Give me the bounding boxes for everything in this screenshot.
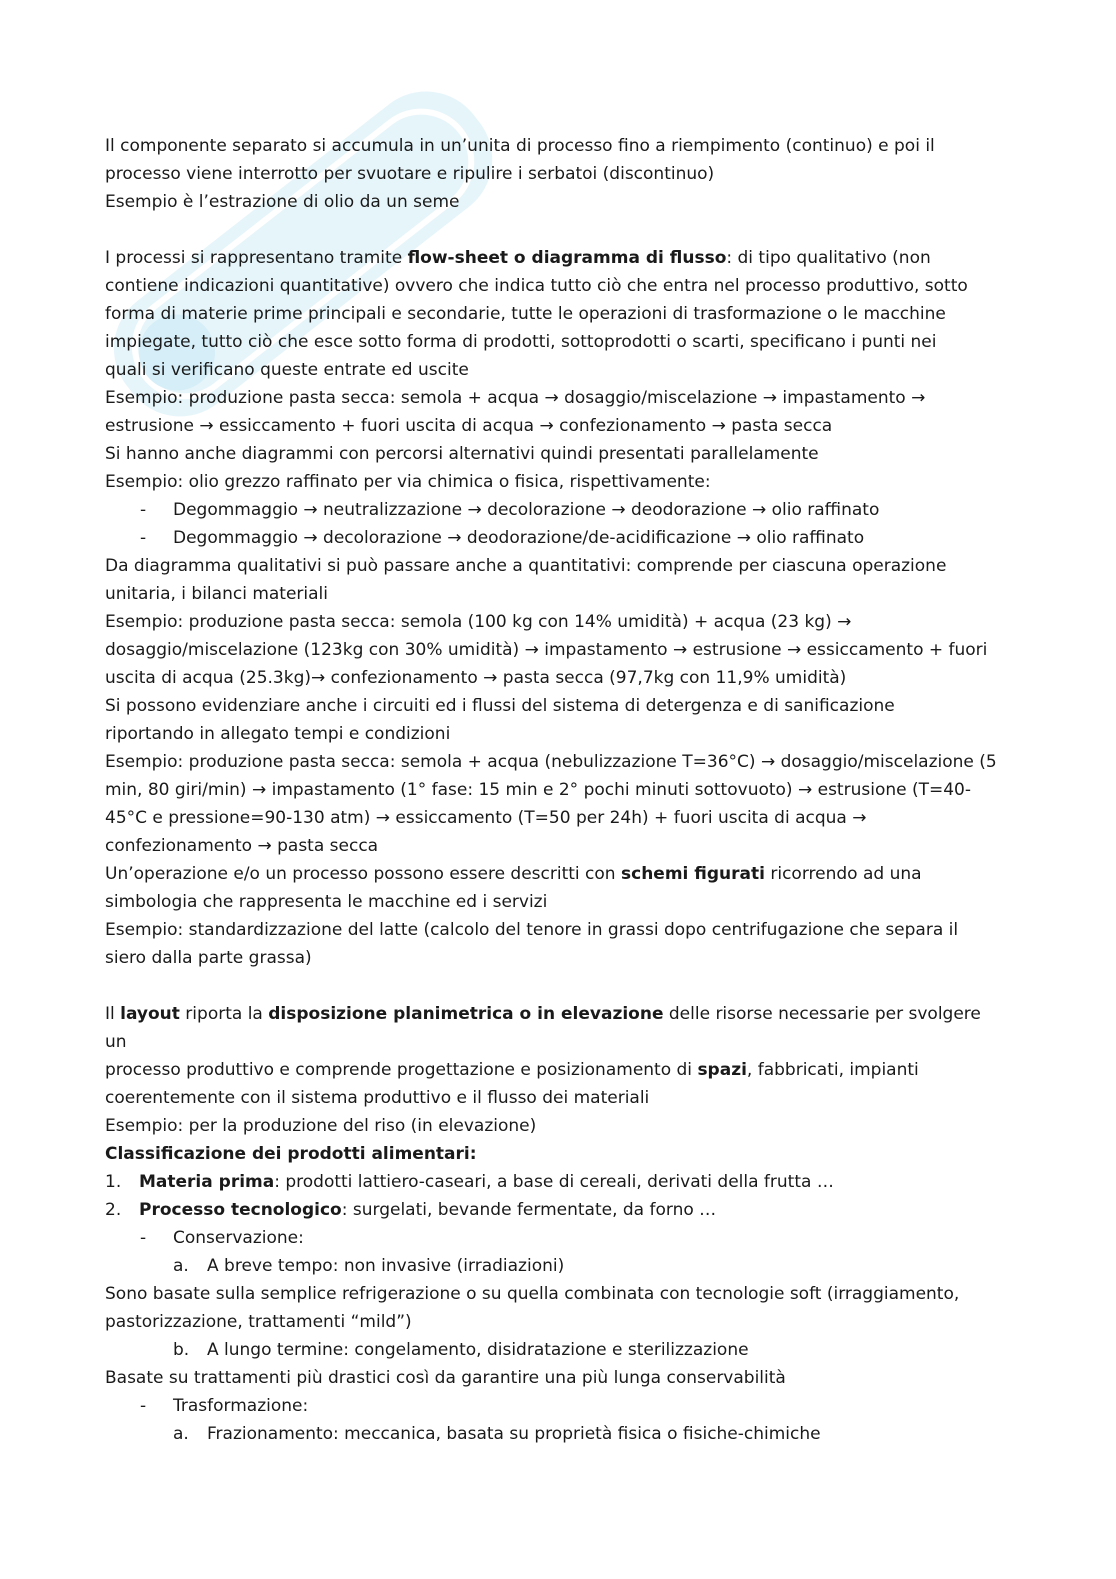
text-line: Il componente separato si accumula in un’unita di processo fino a riempimento (continuo) e poi il [105,136,935,156]
bold-term: flow-sheet o diagramma di flusso [407,248,727,268]
bullet-dash: - [140,528,147,548]
text-line: 45°C e pressione=90-130 atm) → essiccamento (T=50 per 24h) + fuori uscita di acqua → [105,808,867,828]
text-line: processo viene interrotto per svuotare e ripulire i serbatoi (discontinuo) [105,164,715,184]
list-item: - Degommaggio → neutralizzazione → decolorazione → deodorazione → olio raffinato [105,496,1005,524]
bullet-dash: - [140,500,147,520]
sub-list-item: b. A lungo termine: congelamento, disidratazione e sterilizzazione [173,1340,749,1360]
text-line: dosaggio/miscelazione (123kg con 30% umidità) → impastamento → estrusione → essiccamento + fuori [105,640,988,660]
list-item: - Conservazione: [105,1224,1005,1252]
sub-list-item: a. A breve tempo: non invasive (irradiazioni) [173,1256,565,1276]
document-body [105,132,1005,1448]
text-line: impiegate, tutto ciò che esce sotto forma di prodotti, sottoprodotti o scarti, specificano i punti nei [105,332,937,352]
text-line: quali si verificano queste entrate ed uscite [105,360,469,380]
bold-term: Materia prima [139,1172,275,1192]
text-line: forma di materie prime principali e secondarie, tutte le operazioni di trasformazione o le macchine [105,304,946,324]
numbered-item: 1. Materia prima: prodotti lattiero-caseari, a base di cereali, derivati della frutta … [105,1172,834,1192]
text-line: unitaria, i bilanci materiali [105,584,329,604]
text-line: Esempio: per la produzione del riso (in elevazione) [105,1116,537,1136]
section-heading: Classificazione dei prodotti alimentari: [105,1144,477,1164]
bullet-dash: - [140,1396,147,1416]
text-line: Da diagramma qualitativi si può passare anche a quantitativi: comprende per ciascuna operazione [105,556,947,576]
list-item: - Degommaggio → decolorazione → deodorazione/de-acidificazione → olio raffinato [105,524,1005,552]
text-line: Esempio è l’estrazione di olio da un seme [105,192,460,212]
text-line: Un’operazione e/o un processo possono essere descritti con schemi figurati ricorrendo ad una [105,864,922,884]
text-line: I processi si rappresentano tramite flow-sheet o diagramma di flusso: di tipo qualitativo (non [105,248,931,268]
text-line: processo produttivo e comprende progettazione e posizionamento di spazi, fabbricati, impianti [105,1060,919,1080]
paragraph-gap [105,972,1005,1000]
text-line: pastorizzazione, trattamenti “mild”) [105,1312,412,1332]
text-line: Esempio: produzione pasta secca: semola + acqua (nebulizzazione T=36°C) → dosaggio/miscelazione (5 [105,752,997,772]
bold-term: schemi figurati [621,864,765,884]
bold-term: spazi [697,1060,747,1080]
bullet-dash: - [140,1228,147,1248]
text-line: Esempio: produzione pasta secca: semola + acqua → dosaggio/miscelazione → impastamento → [105,388,926,408]
bold-term: disposizione planimetrica o in elevazione [268,1004,664,1024]
text-line: Si hanno anche diagrammi con percorsi alternativi quindi presentati parallelamente [105,444,819,464]
text-line: simbologia che rappresenta le macchine ed i servizi [105,892,548,912]
sub-list-item: a. Frazionamento: meccanica, basata su proprietà fisica o fisiche-chimiche [173,1424,821,1444]
paragraph-gap [105,216,1005,244]
text-line: confezionamento → pasta secca [105,836,379,856]
text-line: siero dalla parte grassa) [105,948,312,968]
text-line: Sono basate sulla semplice refrigerazione o su quella combinata con tecnologie soft (irraggiamento, [105,1284,960,1304]
text-line: uscita di acqua (25.3kg)→ confezionamento → pasta secca (97,7kg con 11,9% umidità) [105,668,847,688]
bold-term: Processo tecnologico [139,1200,342,1220]
bold-term: layout [120,1004,180,1024]
text-line: Basate su trattamenti più drastici così da garantire una più lunga conservabilità [105,1368,786,1388]
text-line: min, 80 giri/min) → impastamento (1° fase: 15 min e 2° pochi minuti sottovuoto) → estrusione (T=40- [105,780,972,800]
text-line: Esempio: olio grezzo raffinato per via chimica o fisica, rispettivamente: [105,472,711,492]
text-line: Si possono evidenziare anche i circuiti ed i flussi del sistema di detergenza e di sanificazione [105,696,895,716]
list-item: - Trasformazione: [105,1392,1005,1420]
text-line: Il layout riporta la disposizione planimetrica o in elevazione delle risorse necessarie per svolgere un [105,1004,981,1052]
text-line: Esempio: produzione pasta secca: semola (100 kg con 14% umidità) + acqua (23 kg) → [105,612,852,632]
text-line: riportando in allegato tempi e condizioni [105,724,451,744]
numbered-item: 2. Processo tecnologico: surgelati, bevande fermentate, da forno … [105,1200,717,1220]
text-line: Esempio: standardizzazione del latte (calcolo del tenore in grassi dopo centrifugazione che separa il [105,920,959,940]
text-line: coerentemente con il sistema produttivo e il flusso dei materiali [105,1088,650,1108]
text-line: estrusione → essiccamento + fuori uscita di acqua → confezionamento → pasta secca [105,416,833,436]
text-line: contiene indicazioni quantitative) ovvero che indica tutto ciò che entra nel processo produttivo, sotto [105,276,968,296]
